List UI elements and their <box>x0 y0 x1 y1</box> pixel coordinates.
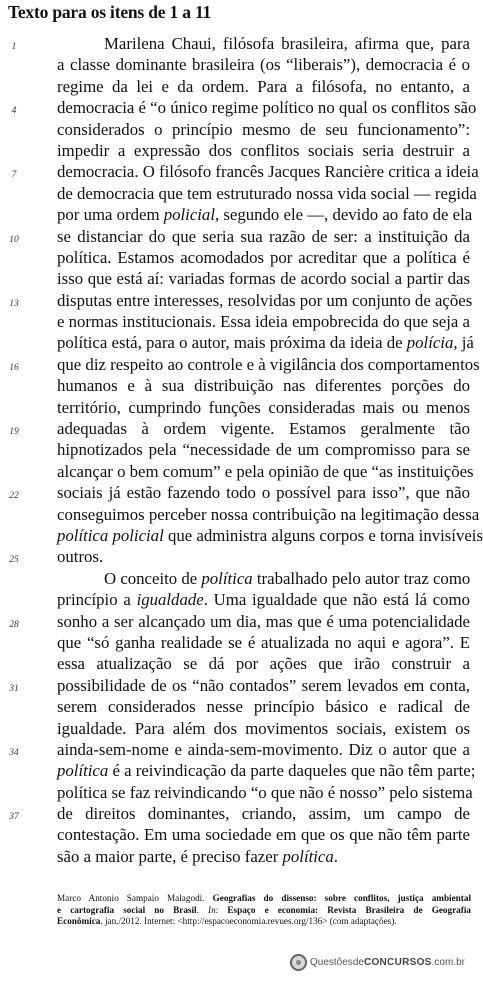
text-line <box>0 226 474 247</box>
line-text <box>57 718 470 739</box>
line-number: 19 <box>9 427 19 438</box>
line-text <box>57 290 473 311</box>
line-number: 34 <box>9 747 19 758</box>
text-line <box>0 653 474 674</box>
line-number: 10 <box>9 234 19 245</box>
text-line <box>0 375 474 396</box>
line-text <box>57 247 470 268</box>
text-segment: política se faz reivindicando “o que não é nosso” pelo sistema <box>57 782 473 802</box>
line-text <box>57 653 470 674</box>
text-line <box>0 119 474 140</box>
line-text <box>57 418 470 439</box>
text-segment: humanos e à sua distribuição nas diferentes porções do <box>57 376 470 396</box>
italic-term: política <box>201 568 253 588</box>
citation-line <box>57 893 471 905</box>
text-segment: , segundo ele —, devido ao fato de ela <box>215 205 473 225</box>
line-text <box>57 97 477 118</box>
line-text <box>57 846 470 867</box>
text-segment: alcançar o bem comum” e pela opinião de que “as instituições <box>57 461 474 481</box>
text-segment: serem considerados nesse princípio básico e radical de <box>57 697 470 717</box>
text-line <box>0 718 474 739</box>
text-segment: possibilidade de os “não contados” serem levados em conta, <box>57 675 470 695</box>
text-segment: regime da lei e da ordem. Para a filósofa, no entanto, a <box>57 76 470 96</box>
citation-segment: Geografias do dissenso: sobre conflitos, justiça ambiental <box>212 893 472 903</box>
line-number: 7 <box>11 170 17 181</box>
text-segment: democracia. O filósofo francês Jacques Rancière critica a ideia <box>57 162 479 182</box>
line-text <box>57 461 474 482</box>
text-line <box>0 161 479 182</box>
line-text <box>57 140 470 161</box>
citation-segment: : <box>215 904 228 915</box>
citation-segment: Marco Antonio Sampaio Malagodi. <box>57 893 213 903</box>
watermark-part4: .com.br <box>431 956 465 968</box>
line-text <box>57 397 470 418</box>
line-text <box>57 482 470 503</box>
text-line <box>0 803 474 824</box>
line-text <box>57 311 470 332</box>
line-number: 28 <box>9 619 19 630</box>
section-heading: Texto para os itens de 1 a 11 <box>8 2 212 22</box>
text-line <box>0 76 474 97</box>
text-segment: , já <box>453 333 474 353</box>
text-line <box>0 140 474 161</box>
line-number: 16 <box>9 362 19 373</box>
line-text <box>104 33 470 54</box>
citation-line <box>57 916 471 928</box>
text-segment: princípio a <box>57 590 137 610</box>
text-segment: trabalhado pelo autor traz como <box>252 568 471 588</box>
citation-segment: . <box>196 904 209 915</box>
text-segment: outros. <box>57 547 104 567</box>
text-line <box>0 268 474 289</box>
line-text <box>57 504 480 525</box>
citation-line <box>57 905 471 917</box>
text-line <box>0 568 474 589</box>
source-citation <box>57 893 471 928</box>
text-segment: adequadas à ordem vigente. Estamos geralmente tão <box>57 419 470 439</box>
watermark-part3: CONCURSOS <box>363 956 432 968</box>
line-text <box>57 204 473 225</box>
text-segment: democracia é “o único regime político no qual os conflitos são <box>57 98 477 118</box>
watermark-part2: de <box>352 956 364 968</box>
text-segment: política. Estamos acomodados por acreditar que a política é <box>57 247 470 267</box>
line-text <box>57 525 483 546</box>
text-line <box>0 589 474 610</box>
text-segment: de direitos dominantes, criando, assim, um campo de <box>57 804 470 824</box>
text-line <box>0 632 474 653</box>
text-segment: O conceito de <box>104 568 202 588</box>
line-text <box>57 611 470 632</box>
line-text <box>57 589 470 610</box>
text-line <box>0 311 474 332</box>
text-line <box>0 525 483 546</box>
citation-segment: . jan./2012. Internet: <http://espacoeconomia.revues.org/136> (com adaptações). <box>100 916 397 927</box>
watermark-text <box>310 957 465 968</box>
line-text <box>57 375 470 396</box>
text-segment: contestação. Em uma sociedade em que os que não têm parte <box>57 825 470 845</box>
text-line <box>0 290 474 311</box>
text-line <box>0 611 474 632</box>
text-segment: e normas institucionais. Essa ideia empobrecida do que seja a <box>57 312 470 332</box>
text-line <box>0 461 474 482</box>
text-line <box>0 33 474 54</box>
line-number: 37 <box>9 812 19 823</box>
text-segment: . <box>333 846 338 866</box>
text-line <box>0 760 474 781</box>
line-number: 25 <box>9 555 19 566</box>
text-line <box>0 247 474 268</box>
text-segment: por uma ordem <box>57 205 164 225</box>
text-segment: considerados o princípio mesmo de seu funcionamento”: <box>57 119 470 139</box>
citation-segment: e cartografia social no Brasil <box>57 904 197 915</box>
citation-segment: Econômica <box>57 916 101 927</box>
text-segment: ainda-sem-nome e ainda-sem-movimento. Diz o autor que a <box>57 739 470 759</box>
line-text <box>57 54 470 75</box>
line-text <box>57 739 470 760</box>
text-segment: são a maior parte, é preciso fazer <box>57 846 283 866</box>
text-segment: política está, para o autor, mais próxima da ideia de <box>57 333 407 353</box>
text-line <box>0 504 480 525</box>
text-segment: a classe dominante brasileira (os “liberais”), democracia é o <box>57 55 470 75</box>
text-line <box>0 397 474 418</box>
text-line <box>0 439 474 460</box>
line-text <box>57 226 470 247</box>
line-number: 31 <box>9 683 19 694</box>
text-segment: igualdade. Para além dos movimentos sociais, existem os <box>57 718 470 738</box>
line-text <box>57 546 470 567</box>
italic-term: política policial <box>57 525 164 545</box>
line-text <box>57 332 474 353</box>
text-line <box>0 739 474 760</box>
italic-term: política <box>57 761 109 781</box>
italic-term: igualdade <box>136 590 204 610</box>
text-line <box>0 696 474 717</box>
text-line <box>0 846 474 867</box>
line-number: 4 <box>11 106 17 117</box>
italic-term: política <box>282 846 334 866</box>
text-line <box>0 675 474 696</box>
questoes-logo-icon <box>290 954 307 971</box>
line-number: 13 <box>9 298 19 309</box>
line-text <box>57 268 470 289</box>
text-segment: território, cumprindo funções consideradas mais ou menos <box>57 397 470 417</box>
text-segment: essa atualização se dá por ações que irão construir a <box>57 654 470 674</box>
text-line <box>0 782 474 803</box>
text-segment: disputas entre interesses, resolvidas por um conjunto de ações <box>57 290 473 310</box>
line-text <box>57 782 473 803</box>
watermark <box>290 951 465 973</box>
text-line <box>0 183 477 204</box>
citation-segment: Espaço e economia: Revista Brasileira de Geografia <box>227 904 471 915</box>
text-line <box>0 97 477 118</box>
line-text <box>57 760 476 781</box>
line-number: 22 <box>9 491 19 502</box>
line-text <box>57 161 479 182</box>
citation-segment: In <box>208 904 216 915</box>
text-line <box>0 204 474 225</box>
line-number: 1 <box>11 42 17 52</box>
italic-term: polícia <box>406 333 454 353</box>
text-segment: sonho a ser alcançado um dia, mas que é uma potencialidade <box>57 611 470 631</box>
text-segment: conseguimos perceber nossa contribuição na legitimação dessa <box>57 504 480 524</box>
line-text <box>57 675 470 696</box>
text-segment: sociais já estão fazendo todo o possível para isso”, que não <box>57 483 470 503</box>
text-line <box>0 824 474 845</box>
text-segment: Marilena Chaui, filósofa brasileira, afirma que, para <box>104 34 470 53</box>
text-line <box>0 482 474 503</box>
text-line <box>0 54 474 75</box>
line-text <box>57 803 470 824</box>
text-segment: isso que está aí: variadas formas de acordo social a partir das <box>57 269 470 289</box>
text-body <box>0 33 483 867</box>
text-segment: que diz respeito ao controle e à vigilância dos comportamentos <box>57 354 480 374</box>
text-line <box>0 546 474 567</box>
text-line <box>0 332 474 353</box>
line-text <box>57 183 477 204</box>
line-text <box>104 568 470 589</box>
line-text <box>57 696 470 717</box>
line-text <box>57 76 470 97</box>
watermark-part1: Questões <box>310 956 353 968</box>
text-line <box>0 418 474 439</box>
text-segment: que administra alguns corpos e torna invisíveis <box>163 525 483 545</box>
text-line <box>0 354 480 375</box>
text-segment: hipnotizados pela “necessidade de um compromisso para se <box>57 440 470 460</box>
line-text <box>57 632 470 653</box>
text-segment: de democracia que tem estruturado nossa vida social — regida <box>57 183 477 203</box>
text-segment: se distanciar do que seria sua razão de ser: a instituição da <box>57 226 470 246</box>
line-text <box>57 439 470 460</box>
italic-term: policial <box>163 205 215 225</box>
line-text <box>57 119 470 140</box>
line-text <box>57 354 480 375</box>
text-segment: . Uma igualdade que não está lá como <box>203 590 470 610</box>
line-text <box>57 824 470 845</box>
text-segment: é a reivindicação da parte daqueles que não têm parte; <box>108 761 476 781</box>
text-segment: impedir a expressão dos conflitos sociais seria destruir a <box>57 140 470 160</box>
text-segment: que “só ganha realidade se é atualizada no aqui e agora”. E <box>57 632 470 652</box>
